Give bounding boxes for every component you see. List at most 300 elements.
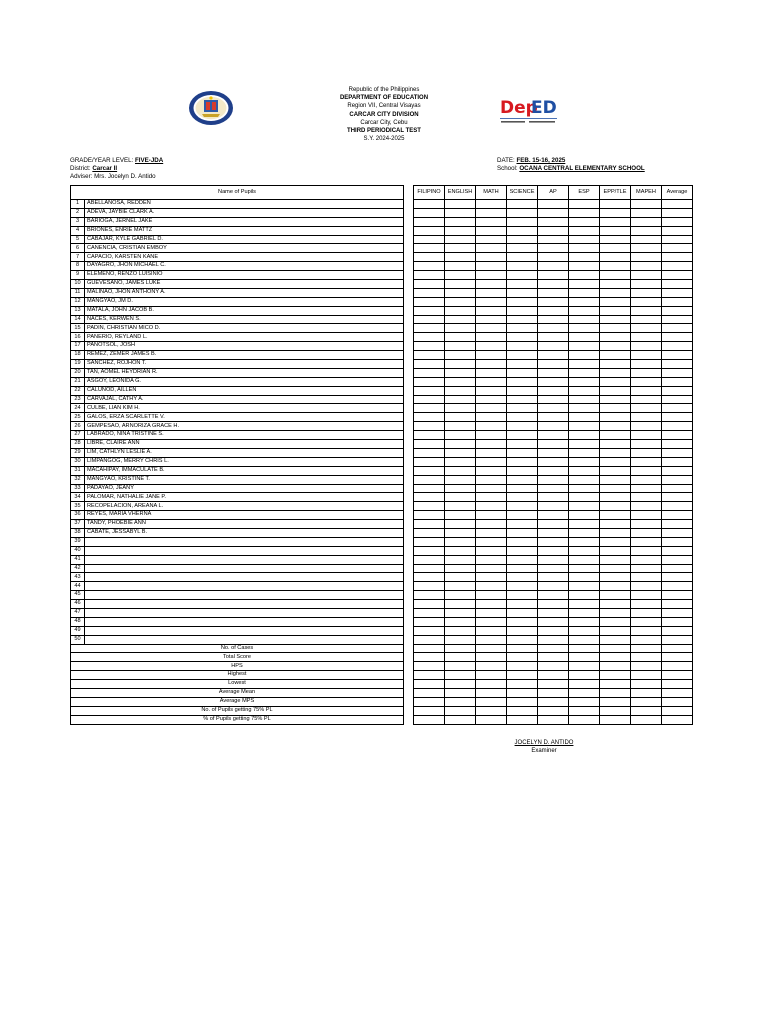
score-cell[interactable] — [507, 475, 538, 484]
score-cell[interactable] — [569, 475, 600, 484]
score-cell[interactable] — [538, 217, 569, 226]
score-cell[interactable] — [507, 555, 538, 564]
score-cell[interactable] — [631, 280, 662, 289]
score-cell[interactable] — [631, 626, 662, 635]
score-cell[interactable] — [538, 537, 569, 546]
score-cell[interactable] — [476, 253, 507, 262]
score-cell[interactable] — [445, 582, 476, 591]
score-cell[interactable] — [662, 351, 693, 360]
score-cell[interactable] — [538, 520, 569, 529]
score-cell[interactable] — [662, 493, 693, 502]
score-cell[interactable] — [569, 297, 600, 306]
score-cell[interactable] — [631, 342, 662, 351]
score-cell[interactable] — [507, 368, 538, 377]
summary-cell[interactable] — [600, 706, 631, 715]
score-cell[interactable] — [631, 306, 662, 315]
score-cell[interactable] — [631, 262, 662, 271]
score-cell[interactable] — [476, 573, 507, 582]
score-cell[interactable] — [507, 635, 538, 644]
score-cell[interactable] — [445, 386, 476, 395]
score-cell[interactable] — [662, 431, 693, 440]
summary-cell[interactable] — [538, 688, 569, 697]
score-cell[interactable] — [538, 466, 569, 475]
summary-cell[interactable] — [507, 715, 538, 724]
score-cell[interactable] — [538, 351, 569, 360]
summary-cell[interactable] — [476, 706, 507, 715]
summary-cell[interactable] — [662, 653, 693, 662]
score-cell[interactable] — [631, 555, 662, 564]
score-cell[interactable] — [476, 342, 507, 351]
score-cell[interactable] — [600, 466, 631, 475]
score-cell[interactable] — [445, 502, 476, 511]
score-cell[interactable] — [662, 360, 693, 369]
score-cell[interactable] — [538, 555, 569, 564]
score-cell[interactable] — [662, 502, 693, 511]
score-cell[interactable] — [445, 484, 476, 493]
score-cell[interactable] — [569, 413, 600, 422]
score-cell[interactable] — [600, 226, 631, 235]
score-cell[interactable] — [631, 351, 662, 360]
summary-cell[interactable] — [476, 662, 507, 671]
summary-cell[interactable] — [600, 715, 631, 724]
summary-cell[interactable] — [414, 671, 445, 680]
score-cell[interactable] — [662, 475, 693, 484]
summary-cell[interactable] — [600, 697, 631, 706]
score-cell[interactable] — [538, 271, 569, 280]
score-cell[interactable] — [507, 360, 538, 369]
score-cell[interactable] — [600, 217, 631, 226]
score-cell[interactable] — [631, 226, 662, 235]
score-cell[interactable] — [538, 600, 569, 609]
summary-cell[interactable] — [538, 715, 569, 724]
score-cell[interactable] — [538, 475, 569, 484]
score-cell[interactable] — [569, 208, 600, 217]
score-cell[interactable] — [476, 271, 507, 280]
score-cell[interactable] — [600, 457, 631, 466]
score-cell[interactable] — [662, 226, 693, 235]
score-cell[interactable] — [507, 422, 538, 431]
score-cell[interactable] — [538, 342, 569, 351]
score-cell[interactable] — [631, 253, 662, 262]
score-cell[interactable] — [600, 253, 631, 262]
score-cell[interactable] — [538, 493, 569, 502]
score-cell[interactable] — [414, 297, 445, 306]
score-cell[interactable] — [662, 262, 693, 271]
score-cell[interactable] — [600, 617, 631, 626]
score-cell[interactable] — [507, 404, 538, 413]
score-cell[interactable] — [507, 253, 538, 262]
score-cell[interactable] — [414, 333, 445, 342]
score-cell[interactable] — [600, 413, 631, 422]
summary-cell[interactable] — [414, 680, 445, 689]
summary-cell[interactable] — [662, 680, 693, 689]
score-cell[interactable] — [445, 244, 476, 253]
score-cell[interactable] — [569, 351, 600, 360]
score-cell[interactable] — [600, 528, 631, 537]
score-cell[interactable] — [600, 635, 631, 644]
score-cell[interactable] — [507, 546, 538, 555]
score-cell[interactable] — [600, 520, 631, 529]
summary-cell[interactable] — [445, 715, 476, 724]
score-cell[interactable] — [569, 582, 600, 591]
score-cell[interactable] — [600, 608, 631, 617]
score-cell[interactable] — [631, 440, 662, 449]
score-cell[interactable] — [569, 315, 600, 324]
score-cell[interactable] — [476, 466, 507, 475]
score-cell[interactable] — [507, 244, 538, 253]
score-cell[interactable] — [600, 582, 631, 591]
summary-cell[interactable] — [476, 671, 507, 680]
score-cell[interactable] — [569, 271, 600, 280]
score-cell[interactable] — [507, 342, 538, 351]
score-cell[interactable] — [414, 395, 445, 404]
score-cell[interactable] — [600, 395, 631, 404]
summary-cell[interactable] — [569, 697, 600, 706]
summary-cell[interactable] — [507, 697, 538, 706]
score-cell[interactable] — [569, 635, 600, 644]
summary-cell[interactable] — [507, 671, 538, 680]
score-cell[interactable] — [414, 208, 445, 217]
score-cell[interactable] — [445, 626, 476, 635]
score-cell[interactable] — [445, 457, 476, 466]
summary-cell[interactable] — [476, 688, 507, 697]
summary-cell[interactable] — [414, 697, 445, 706]
score-cell[interactable] — [414, 635, 445, 644]
score-cell[interactable] — [414, 377, 445, 386]
summary-cell[interactable] — [414, 662, 445, 671]
score-cell[interactable] — [600, 351, 631, 360]
score-cell[interactable] — [569, 280, 600, 289]
score-cell[interactable] — [445, 280, 476, 289]
score-cell[interactable] — [600, 342, 631, 351]
summary-cell[interactable] — [476, 715, 507, 724]
score-cell[interactable] — [600, 511, 631, 520]
score-cell[interactable] — [414, 600, 445, 609]
score-cell[interactable] — [600, 297, 631, 306]
score-cell[interactable] — [538, 404, 569, 413]
score-cell[interactable] — [476, 484, 507, 493]
score-cell[interactable] — [414, 315, 445, 324]
score-cell[interactable] — [538, 448, 569, 457]
score-cell[interactable] — [414, 528, 445, 537]
score-cell[interactable] — [631, 564, 662, 573]
score-cell[interactable] — [476, 226, 507, 235]
summary-cell[interactable] — [631, 671, 662, 680]
score-cell[interactable] — [414, 484, 445, 493]
score-cell[interactable] — [600, 564, 631, 573]
score-cell[interactable] — [631, 217, 662, 226]
score-cell[interactable] — [414, 466, 445, 475]
score-cell[interactable] — [569, 235, 600, 244]
score-cell[interactable] — [631, 502, 662, 511]
summary-cell[interactable] — [662, 644, 693, 653]
score-cell[interactable] — [476, 404, 507, 413]
score-cell[interactable] — [538, 368, 569, 377]
score-cell[interactable] — [445, 440, 476, 449]
score-cell[interactable] — [476, 200, 507, 209]
summary-cell[interactable] — [476, 680, 507, 689]
score-cell[interactable] — [662, 617, 693, 626]
score-cell[interactable] — [631, 520, 662, 529]
score-cell[interactable] — [662, 288, 693, 297]
summary-cell[interactable] — [538, 644, 569, 653]
score-cell[interactable] — [600, 546, 631, 555]
score-cell[interactable] — [600, 537, 631, 546]
score-cell[interactable] — [507, 591, 538, 600]
score-cell[interactable] — [476, 288, 507, 297]
summary-cell[interactable] — [631, 715, 662, 724]
score-cell[interactable] — [662, 511, 693, 520]
score-cell[interactable] — [569, 395, 600, 404]
score-cell[interactable] — [569, 342, 600, 351]
score-cell[interactable] — [662, 564, 693, 573]
score-cell[interactable] — [631, 244, 662, 253]
score-cell[interactable] — [445, 413, 476, 422]
score-cell[interactable] — [445, 315, 476, 324]
score-cell[interactable] — [414, 280, 445, 289]
score-cell[interactable] — [631, 475, 662, 484]
score-cell[interactable] — [631, 288, 662, 297]
score-cell[interactable] — [631, 591, 662, 600]
score-cell[interactable] — [538, 235, 569, 244]
score-cell[interactable] — [476, 306, 507, 315]
score-cell[interactable] — [600, 235, 631, 244]
score-cell[interactable] — [507, 333, 538, 342]
summary-cell[interactable] — [507, 662, 538, 671]
score-cell[interactable] — [507, 377, 538, 386]
score-cell[interactable] — [631, 617, 662, 626]
score-cell[interactable] — [631, 537, 662, 546]
score-cell[interactable] — [445, 528, 476, 537]
score-cell[interactable] — [569, 360, 600, 369]
score-cell[interactable] — [414, 475, 445, 484]
score-cell[interactable] — [538, 608, 569, 617]
score-cell[interactable] — [631, 208, 662, 217]
score-cell[interactable] — [476, 511, 507, 520]
score-cell[interactable] — [476, 360, 507, 369]
score-cell[interactable] — [538, 395, 569, 404]
score-cell[interactable] — [445, 617, 476, 626]
score-cell[interactable] — [600, 484, 631, 493]
score-cell[interactable] — [631, 271, 662, 280]
score-cell[interactable] — [631, 600, 662, 609]
score-cell[interactable] — [631, 360, 662, 369]
summary-cell[interactable] — [569, 680, 600, 689]
score-cell[interactable] — [569, 377, 600, 386]
score-cell[interactable] — [414, 617, 445, 626]
score-cell[interactable] — [445, 475, 476, 484]
summary-cell[interactable] — [507, 653, 538, 662]
score-cell[interactable] — [476, 244, 507, 253]
score-cell[interactable] — [414, 431, 445, 440]
score-cell[interactable] — [662, 395, 693, 404]
score-cell[interactable] — [476, 297, 507, 306]
score-cell[interactable] — [600, 200, 631, 209]
score-cell[interactable] — [569, 333, 600, 342]
summary-cell[interactable] — [600, 644, 631, 653]
score-cell[interactable] — [414, 306, 445, 315]
score-cell[interactable] — [445, 226, 476, 235]
score-cell[interactable] — [445, 537, 476, 546]
score-cell[interactable] — [445, 448, 476, 457]
score-cell[interactable] — [600, 315, 631, 324]
score-cell[interactable] — [569, 404, 600, 413]
score-cell[interactable] — [476, 493, 507, 502]
score-cell[interactable] — [631, 395, 662, 404]
score-cell[interactable] — [631, 608, 662, 617]
score-cell[interactable] — [507, 457, 538, 466]
score-cell[interactable] — [538, 484, 569, 493]
score-cell[interactable] — [414, 502, 445, 511]
score-cell[interactable] — [476, 315, 507, 324]
score-cell[interactable] — [600, 475, 631, 484]
score-cell[interactable] — [476, 582, 507, 591]
score-cell[interactable] — [538, 208, 569, 217]
summary-cell[interactable] — [600, 680, 631, 689]
score-cell[interactable] — [538, 564, 569, 573]
score-cell[interactable] — [476, 528, 507, 537]
score-cell[interactable] — [414, 262, 445, 271]
score-cell[interactable] — [414, 253, 445, 262]
score-cell[interactable] — [569, 448, 600, 457]
score-cell[interactable] — [631, 315, 662, 324]
score-cell[interactable] — [476, 502, 507, 511]
score-cell[interactable] — [476, 591, 507, 600]
summary-cell[interactable] — [414, 715, 445, 724]
summary-cell[interactable] — [445, 688, 476, 697]
score-cell[interactable] — [476, 208, 507, 217]
score-cell[interactable] — [445, 360, 476, 369]
score-cell[interactable] — [414, 342, 445, 351]
score-cell[interactable] — [538, 333, 569, 342]
score-cell[interactable] — [507, 288, 538, 297]
score-cell[interactable] — [507, 226, 538, 235]
score-cell[interactable] — [662, 555, 693, 564]
score-cell[interactable] — [569, 564, 600, 573]
summary-cell[interactable] — [631, 706, 662, 715]
score-cell[interactable] — [507, 315, 538, 324]
summary-cell[interactable] — [569, 653, 600, 662]
score-cell[interactable] — [538, 280, 569, 289]
score-cell[interactable] — [569, 528, 600, 537]
score-cell[interactable] — [538, 386, 569, 395]
score-cell[interactable] — [569, 288, 600, 297]
score-cell[interactable] — [569, 217, 600, 226]
score-cell[interactable] — [507, 626, 538, 635]
score-cell[interactable] — [507, 600, 538, 609]
score-cell[interactable] — [631, 582, 662, 591]
score-cell[interactable] — [476, 448, 507, 457]
summary-cell[interactable] — [600, 653, 631, 662]
score-cell[interactable] — [600, 555, 631, 564]
score-cell[interactable] — [569, 591, 600, 600]
summary-cell[interactable] — [445, 653, 476, 662]
score-cell[interactable] — [507, 520, 538, 529]
score-cell[interactable] — [476, 600, 507, 609]
score-cell[interactable] — [538, 297, 569, 306]
score-cell[interactable] — [445, 297, 476, 306]
summary-cell[interactable] — [569, 662, 600, 671]
score-cell[interactable] — [538, 431, 569, 440]
score-cell[interactable] — [507, 537, 538, 546]
score-cell[interactable] — [414, 271, 445, 280]
score-cell[interactable] — [662, 600, 693, 609]
score-cell[interactable] — [476, 617, 507, 626]
score-cell[interactable] — [569, 493, 600, 502]
summary-cell[interactable] — [569, 715, 600, 724]
score-cell[interactable] — [569, 431, 600, 440]
score-cell[interactable] — [600, 386, 631, 395]
score-cell[interactable] — [445, 342, 476, 351]
score-cell[interactable] — [476, 546, 507, 555]
score-cell[interactable] — [538, 306, 569, 315]
score-cell[interactable] — [476, 422, 507, 431]
score-cell[interactable] — [414, 324, 445, 333]
score-cell[interactable] — [569, 324, 600, 333]
score-cell[interactable] — [507, 395, 538, 404]
score-cell[interactable] — [569, 626, 600, 635]
score-cell[interactable] — [445, 608, 476, 617]
score-cell[interactable] — [445, 200, 476, 209]
score-cell[interactable] — [662, 200, 693, 209]
score-cell[interactable] — [414, 288, 445, 297]
summary-cell[interactable] — [414, 706, 445, 715]
score-cell[interactable] — [600, 306, 631, 315]
score-cell[interactable] — [631, 528, 662, 537]
summary-cell[interactable] — [662, 671, 693, 680]
score-cell[interactable] — [445, 573, 476, 582]
score-cell[interactable] — [507, 271, 538, 280]
score-cell[interactable] — [600, 288, 631, 297]
score-cell[interactable] — [600, 377, 631, 386]
score-cell[interactable] — [476, 386, 507, 395]
score-cell[interactable] — [631, 404, 662, 413]
score-cell[interactable] — [445, 324, 476, 333]
score-cell[interactable] — [445, 511, 476, 520]
score-cell[interactable] — [600, 271, 631, 280]
score-cell[interactable] — [507, 448, 538, 457]
score-cell[interactable] — [662, 413, 693, 422]
score-cell[interactable] — [662, 404, 693, 413]
score-cell[interactable] — [662, 280, 693, 289]
score-cell[interactable] — [538, 377, 569, 386]
score-cell[interactable] — [538, 226, 569, 235]
score-cell[interactable] — [662, 528, 693, 537]
score-cell[interactable] — [445, 377, 476, 386]
score-cell[interactable] — [414, 626, 445, 635]
score-cell[interactable] — [507, 386, 538, 395]
score-cell[interactable] — [538, 324, 569, 333]
summary-cell[interactable] — [662, 697, 693, 706]
score-cell[interactable] — [600, 440, 631, 449]
score-cell[interactable] — [507, 573, 538, 582]
summary-cell[interactable] — [631, 644, 662, 653]
score-cell[interactable] — [414, 386, 445, 395]
score-cell[interactable] — [445, 253, 476, 262]
score-cell[interactable] — [600, 208, 631, 217]
score-cell[interactable] — [507, 440, 538, 449]
score-cell[interactable] — [631, 386, 662, 395]
score-cell[interactable] — [569, 600, 600, 609]
score-cell[interactable] — [600, 600, 631, 609]
score-cell[interactable] — [476, 333, 507, 342]
score-cell[interactable] — [662, 635, 693, 644]
score-cell[interactable] — [445, 431, 476, 440]
score-cell[interactable] — [445, 333, 476, 342]
score-cell[interactable] — [600, 431, 631, 440]
score-cell[interactable] — [476, 262, 507, 271]
score-cell[interactable] — [538, 591, 569, 600]
